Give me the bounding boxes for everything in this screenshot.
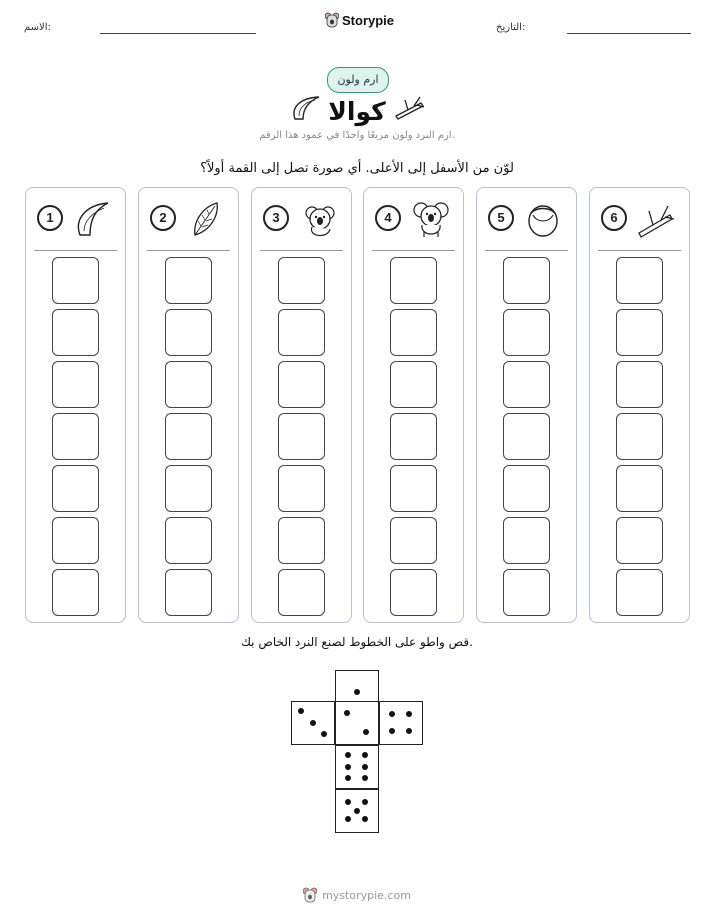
- column-header: [372, 196, 455, 251]
- color-square[interactable]: [503, 361, 550, 408]
- color-square[interactable]: [278, 517, 325, 564]
- dice-pip: [362, 775, 368, 781]
- brand-name: Storypie: [342, 12, 395, 28]
- name-label: الاسم:: [24, 22, 51, 33]
- dice-pip: [362, 799, 368, 805]
- name-line[interactable]: [100, 33, 256, 34]
- column-header: [147, 196, 230, 251]
- dice-pip: [389, 728, 395, 734]
- color-square[interactable]: [278, 309, 325, 356]
- dice-pip: [345, 775, 351, 781]
- color-square[interactable]: [165, 569, 212, 616]
- color-square[interactable]: [503, 569, 550, 616]
- column-number: 6: [601, 205, 627, 231]
- dice-pip: [298, 708, 304, 714]
- dice-face-3: [291, 701, 335, 745]
- color-square[interactable]: [165, 309, 212, 356]
- koala-logo-icon: [325, 12, 339, 28]
- dice-pip: [321, 731, 327, 737]
- footer-url: mystorypie.com: [322, 888, 411, 902]
- color-square[interactable]: [616, 413, 663, 460]
- color-square[interactable]: [165, 257, 212, 304]
- branch-icon: [636, 199, 676, 239]
- koala-logo-icon: [303, 887, 317, 903]
- dice-pip: [406, 711, 412, 717]
- column-number: 1: [37, 205, 63, 231]
- column-2: [138, 187, 239, 623]
- color-square[interactable]: [503, 413, 550, 460]
- color-square[interactable]: [165, 465, 212, 512]
- dice-pip: [344, 710, 350, 716]
- color-square[interactable]: [52, 413, 99, 460]
- color-square[interactable]: [52, 361, 99, 408]
- dice-pip: [354, 808, 360, 814]
- brand-logo: [325, 12, 394, 28]
- dice-pip: [310, 720, 316, 726]
- column-header: [34, 196, 117, 251]
- dice-face-4: [379, 701, 423, 745]
- color-square[interactable]: [616, 257, 663, 304]
- color-square[interactable]: [278, 361, 325, 408]
- column-number: 5: [488, 205, 514, 231]
- color-square[interactable]: [52, 569, 99, 616]
- color-square[interactable]: [278, 569, 325, 616]
- color-square[interactable]: [616, 569, 663, 616]
- color-square[interactable]: [616, 361, 663, 408]
- color-square[interactable]: [503, 517, 550, 564]
- color-square[interactable]: [616, 309, 663, 356]
- dice-pip: [345, 752, 351, 758]
- color-square[interactable]: [390, 517, 437, 564]
- dice-pip: [389, 711, 395, 717]
- dice-face-5: [335, 789, 379, 833]
- leaf-icon: [185, 199, 225, 239]
- pouch-icon: [523, 199, 563, 239]
- color-square[interactable]: [616, 517, 663, 564]
- color-square[interactable]: [503, 257, 550, 304]
- column-5: [476, 187, 577, 623]
- color-square[interactable]: [165, 361, 212, 408]
- color-square[interactable]: [165, 413, 212, 460]
- color-square[interactable]: [52, 517, 99, 564]
- page-title: كوالا: [328, 97, 386, 126]
- color-square[interactable]: [52, 465, 99, 512]
- column-number: 3: [263, 205, 289, 231]
- date-line[interactable]: [567, 33, 691, 34]
- dice-pip: [345, 816, 351, 822]
- question-text: لوّن من الأسفل إلى الأعلى. أي صورة تصل إلى القمة أولاً؟: [200, 161, 514, 176]
- column-header: [260, 196, 343, 251]
- branch-icon: [393, 94, 427, 122]
- color-square[interactable]: [390, 309, 437, 356]
- koala-sitting-icon: [410, 199, 450, 239]
- footer: [0, 887, 714, 903]
- column-6: [589, 187, 690, 623]
- dice-instruction: قص واطو على الخطوط لصنع النرد الخاص بك.: [241, 635, 473, 649]
- activity-badge: ارم ولون: [327, 67, 389, 93]
- color-square[interactable]: [390, 257, 437, 304]
- dice-pip: [363, 729, 369, 735]
- claw-icon: [72, 199, 112, 239]
- column-header: [485, 196, 568, 251]
- color-square[interactable]: [278, 257, 325, 304]
- column-4: [363, 187, 464, 623]
- dice-pip: [362, 752, 368, 758]
- dice-face-2: [335, 701, 379, 745]
- color-square[interactable]: [52, 309, 99, 356]
- column-3: [251, 187, 352, 623]
- color-square[interactable]: [503, 465, 550, 512]
- column-1: [25, 187, 126, 623]
- color-square[interactable]: [278, 413, 325, 460]
- column-number: 4: [375, 205, 401, 231]
- dice-pip: [354, 689, 360, 695]
- dice-face-6: [335, 745, 379, 789]
- date-label: التاريخ:: [496, 22, 526, 33]
- color-square[interactable]: [165, 517, 212, 564]
- koala-climbing-icon: [298, 199, 338, 239]
- color-square[interactable]: [390, 465, 437, 512]
- dice-pip: [345, 764, 351, 770]
- dice-pip: [406, 728, 412, 734]
- color-square[interactable]: [278, 465, 325, 512]
- color-square[interactable]: [616, 465, 663, 512]
- color-square[interactable]: [390, 569, 437, 616]
- color-square[interactable]: [390, 361, 437, 408]
- column-header: [598, 196, 681, 251]
- dice-pip: [362, 816, 368, 822]
- dice-pip: [345, 799, 351, 805]
- color-square[interactable]: [390, 413, 437, 460]
- subtitle: ارم النرد ولون مربعًا واحدًا في عمود هذا الرقم.: [259, 130, 455, 141]
- column-number: 2: [150, 205, 176, 231]
- claw-icon: [289, 94, 323, 122]
- color-square[interactable]: [52, 257, 99, 304]
- dice-pip: [362, 764, 368, 770]
- color-square[interactable]: [503, 309, 550, 356]
